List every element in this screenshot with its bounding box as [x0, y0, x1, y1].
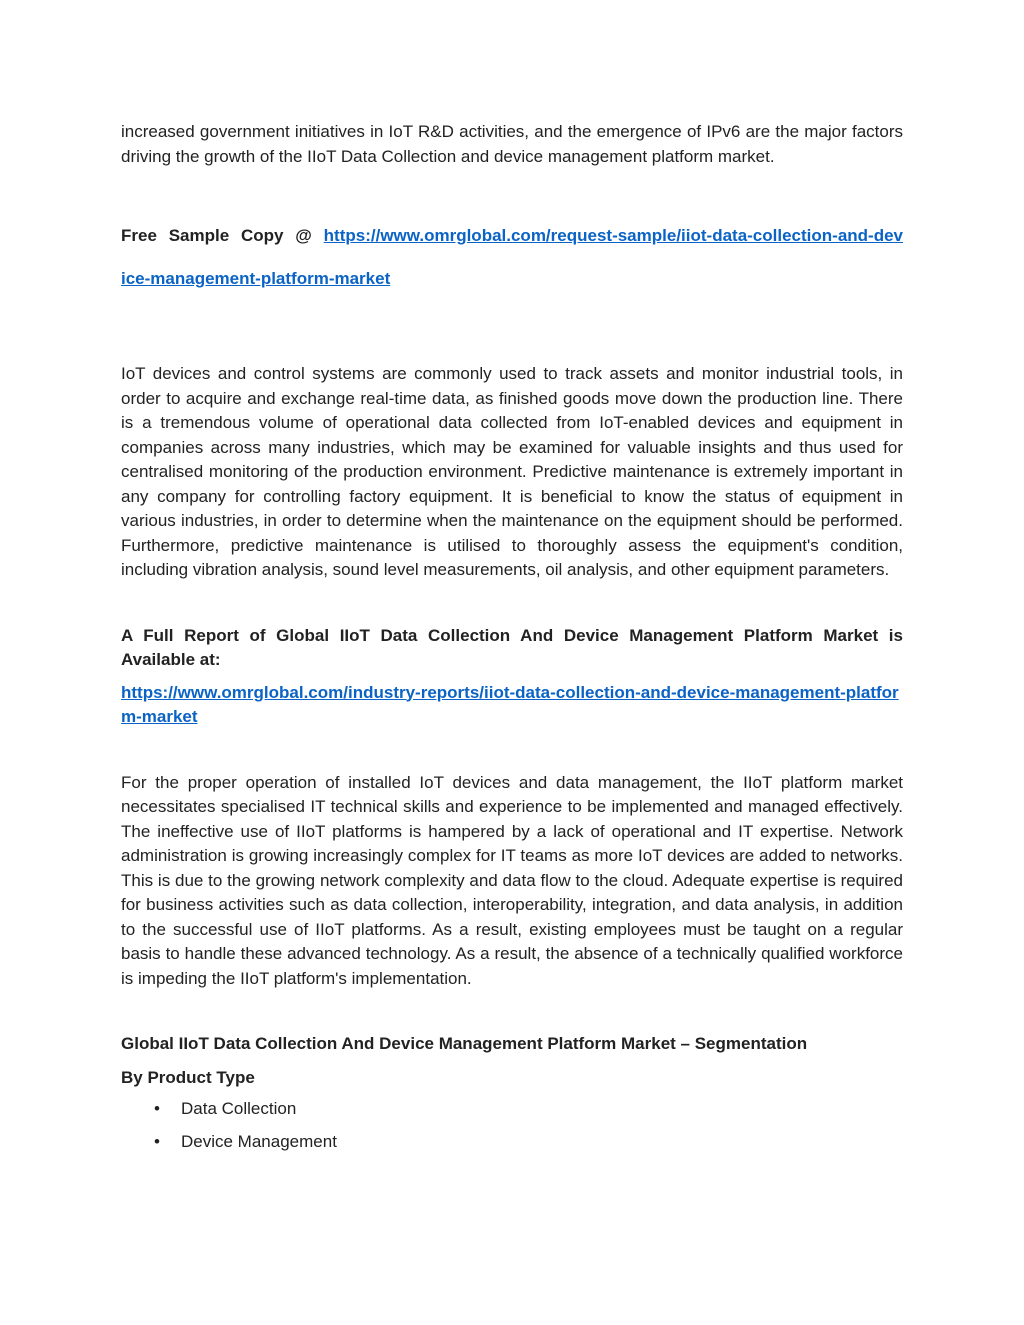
- list-item: [121, 1097, 903, 1130]
- full-report-link[interactable]: https://www.omrglobal.com/industry-reports/iiot-data-collection-and-device-management-platform-market: [121, 682, 899, 726]
- full-report-heading: A Full Report of Global IIoT Data Collection And Device Management Platform Market is Available at:: [121, 625, 903, 669]
- product-type-subheading: By Product Type: [121, 1067, 255, 1087]
- free-sample-label: Free Sample Copy @: [121, 226, 312, 245]
- intro-paragraph: increased government initiatives in IoT R&D activities, and the emergence of IPv6 are the major factors driving the growth of the IIoT Data Collection and device management platform market.: [121, 122, 903, 166]
- segmentation-heading: Global IIoT Data Collection And Device Management Platform Market – Segmentation: [121, 1034, 808, 1053]
- full-report-link-line: [121, 681, 903, 730]
- product-type-list: [121, 1097, 903, 1163]
- free-sample-link[interactable]: https://www.omrglobal.com/request-sample/iiot-data-collection-and-device-management-platform-market: [121, 226, 903, 288]
- bullet-icon: •: [154, 1132, 160, 1151]
- list-item-label: Device Management: [181, 1132, 337, 1151]
- bullet-icon: •: [154, 1099, 160, 1118]
- list-item-label: Data Collection: [181, 1099, 297, 1118]
- free-sample-line: [121, 214, 903, 300]
- operation-paragraph: For the proper operation of installed IoT devices and data management, the IIoT platform market necessitates specialised IT technical skills and experience to be implemented and managed effectively. The ineffective use of IIoT platforms is hampered by a lack of operational and IT expertise. Network administration is growing increasingly complex for IT teams as more IoT devices are added to networks. This is due to the growing network complexity and data flow to the cloud. Adequate expertise is required for business activities such as data collection, interoperability, integration, and data analysis, in addition to the successful use of IIoT platforms. As a result, existing employees must be taught on a regular basis to handle these advanced technology. As a result, the absence of a technically qualified workforce is impeding the IIoT platform's implementation.: [121, 772, 903, 988]
- list-item: [121, 1130, 903, 1163]
- iot-paragraph: IoT devices and control systems are commonly used to track assets and monitor industrial tools, in order to acquire and exchange real-time data, as finished goods move down the production line. There is a tremendous volume of operational data collected from IoT-enabled devices and equipment in companies across many industries, which may be examined for valuable insights and thus used for centralised monitoring of the production environment. Predictive maintenance is extremely important in any company for controlling factory equipment. It is beneficial to know the status of equipment in various industries, in order to determine when the maintenance on the equipment should be performed. Furthermore, predictive maintenance is utilised to thoroughly assess the equipment's condition, including vibration analysis, sound level measurements, oil analysis, and other equipment parameters.: [121, 364, 903, 579]
- document-page: [121, 120, 903, 1163]
